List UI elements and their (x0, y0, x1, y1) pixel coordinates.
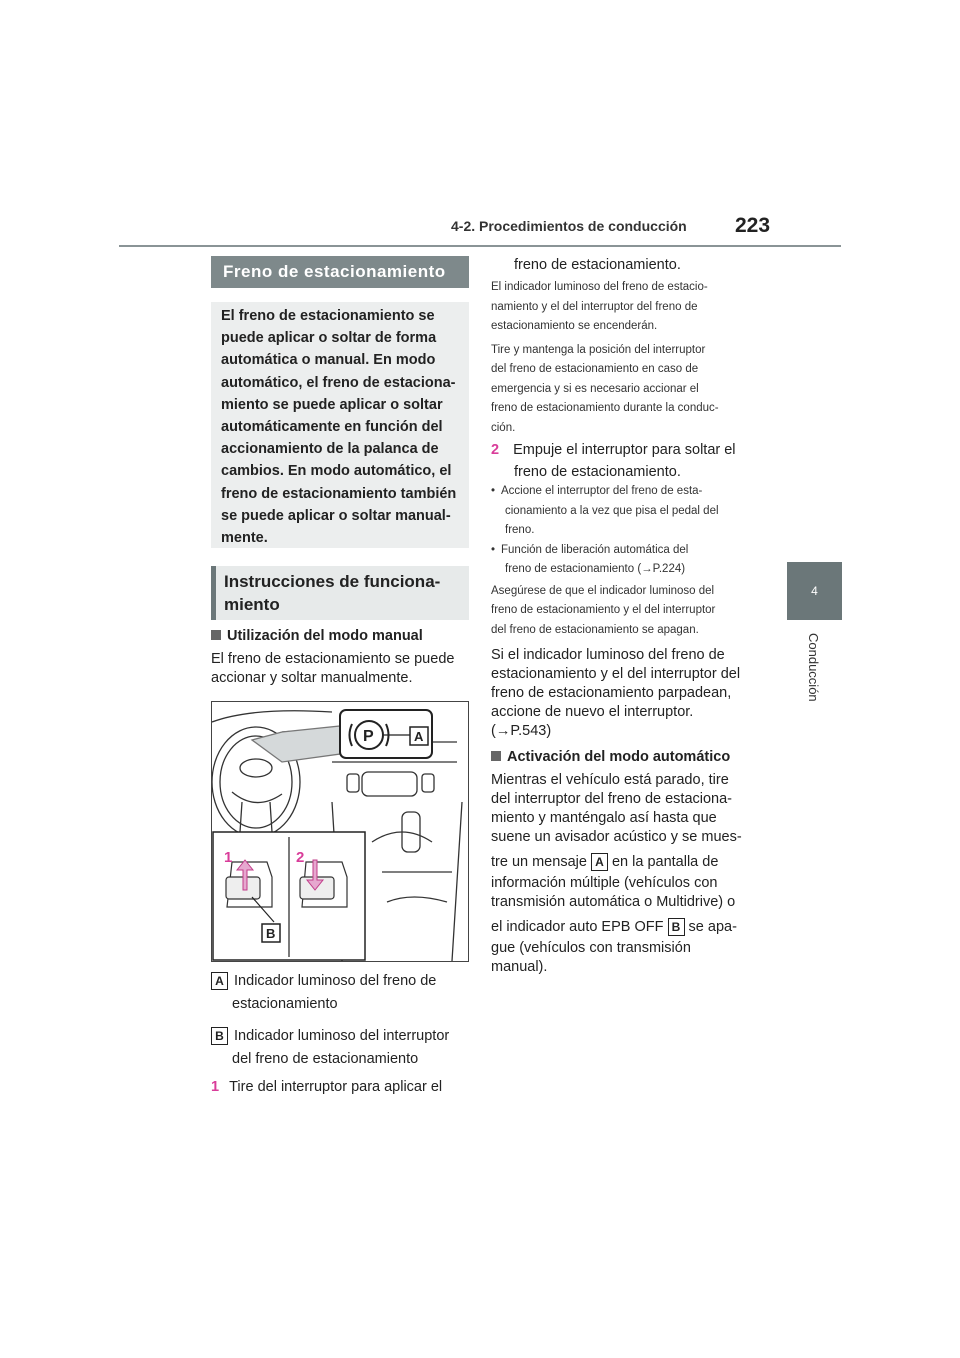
running-header-section: 4-2. Procedimientos de conducción (451, 218, 687, 234)
auto-line: información múltiple (vehículos con (491, 875, 718, 891)
section-title-instructions (211, 566, 469, 620)
flash-line: accione de nuevo el interruptor. (491, 704, 694, 720)
intro-line: automática o manual. En modo (221, 352, 436, 369)
step-1-continuation: freno de estacionamiento. (514, 257, 681, 273)
intro-line: puede aplicar o soltar de forma (221, 330, 437, 347)
auto-mode-heading-text: Activación del modo automático (507, 749, 731, 765)
note-line: Tire y mantenga la posición del interruptor (491, 343, 706, 356)
callout-b-label: B (266, 926, 276, 941)
manual-text-line: El freno de estacionamiento se puede (211, 651, 455, 667)
page-number: 223 (735, 214, 771, 237)
auto-line: del interruptor del freno de estaciona- (491, 791, 733, 807)
flash-line: estacionamiento y el del interruptor del (491, 666, 741, 682)
legend-a-text-line: estacionamiento (232, 996, 338, 1012)
header-rule (119, 245, 841, 247)
square-bullet-icon (211, 630, 221, 640)
note-line: freno de estacionamiento y el del interruptor (491, 604, 716, 616)
square-bullet-icon (491, 751, 501, 761)
auto-line-with-b (491, 918, 753, 937)
auto-line-text: el indicador auto EPB OFF (491, 919, 664, 935)
step-2-bullets: • Accione el interruptor del freno de esta- cionamiento a la vez que pisa el pedal del freno. • Función de liberación automática del freno de estacionamiento (→P.224) Asegúrese de que el indicador luminoso del freno de estacionamiento y el del interruptor del freno de estacionamiento se apagan. (491, 482, 753, 640)
note-line: freno de estacionamiento durante la conduc- (491, 402, 719, 414)
section-title-line: Instrucciones de funciona- (224, 572, 441, 591)
section-title-line: miento (224, 595, 280, 614)
step-2 (491, 439, 751, 483)
manual-mode-block (211, 627, 471, 688)
intro-line: miento se puede aplicar o soltar (221, 396, 443, 413)
auto-line-text: en la pantalla de (611, 854, 719, 870)
step-1-number: 1 (211, 1079, 220, 1095)
step-1-marker: 1 (224, 849, 233, 866)
intro-line: mente. (221, 530, 268, 547)
intro-line: cambios. En modo automático, el (221, 463, 452, 480)
bullet-line: cionamiento a la vez que pisa el pedal del (505, 504, 719, 517)
auto-line-text: se apa- (688, 919, 737, 935)
note-line: Asegúrese de que el indicador luminoso del (491, 584, 715, 597)
legend-b-text-line: Indicador luminoso del interruptor (234, 1028, 450, 1044)
auto-line: suene un avisador acústico y se mues- (491, 829, 742, 845)
manual-text-line: accionar y soltar manualmente. (211, 670, 413, 686)
auto-line: transmisión automática o Multidrive) o (491, 894, 736, 910)
auto-mode-heading (491, 748, 753, 767)
auto-line: manual). (491, 959, 548, 975)
chapter-number: 4 (811, 584, 818, 598)
legend-a-box: A (211, 972, 228, 990)
step-1-text-line: Tire del interruptor para aplicar el (229, 1079, 443, 1095)
flash-line: (→P.543) (491, 723, 552, 739)
note-line: ción. (491, 421, 516, 434)
step-2-number: 2 (491, 442, 500, 458)
step-1-line (211, 1078, 471, 1097)
dashboard-drawing (212, 702, 468, 961)
intro-box (211, 302, 469, 548)
auto-line-with-a (491, 853, 753, 872)
chapter-tab (787, 562, 842, 620)
bullet-line: Accione el interruptor del freno de esta- (501, 485, 703, 497)
bullet-line: freno. (505, 524, 535, 536)
section-title-parking-brake (211, 256, 469, 288)
parking-brake-illustration (211, 701, 469, 962)
note-line: del freno de estacionamiento en caso de (491, 363, 699, 375)
step-1-notes (491, 278, 751, 438)
legend-b (211, 1027, 471, 1069)
intro-line: El freno de estacionamiento se (221, 308, 435, 324)
section-title-text: Freno de estacionamiento (223, 262, 446, 281)
intro-line: accionamiento de la palanca de (221, 441, 439, 458)
auto-line: gue (vehículos con transmisión (491, 940, 691, 956)
auto-line: miento y manténgalo así hasta que (491, 810, 717, 826)
auto-line: Mientras el vehículo está parado, tire (491, 772, 729, 788)
step-2-text-line: Empuje el interruptor para soltar el (513, 442, 736, 458)
flash-line: Si el indicador luminoso del freno de (491, 647, 725, 663)
note-line: estacionamiento se encenderán. (491, 320, 658, 332)
auto-line-text: tre un mensaje (491, 854, 587, 870)
step-2-text-line: freno de estacionamiento. (514, 464, 681, 480)
intro-line: se puede aplicar o soltar manual- (221, 507, 451, 524)
legend-a-text-line: Indicador luminoso del freno de (234, 973, 437, 989)
legend-b-box: B (211, 1027, 228, 1045)
intro-line: automático, el freno de estaciona- (221, 374, 456, 391)
legend-b-text-line: del freno de estacionamiento (232, 1051, 419, 1067)
chapter-label: Conducción (806, 633, 821, 702)
step-2-marker: 2 (296, 849, 305, 866)
bullet-line: freno de estacionamiento (→P.224) (505, 563, 686, 575)
inline-label-a: A (591, 853, 608, 871)
note-line: del freno de estacionamiento se apagan. (491, 623, 699, 636)
note-line: emergencia y si es necesario accionar el (491, 382, 699, 395)
legend-a (211, 972, 471, 1014)
note-line: namiento y el del interruptor del freno de (491, 300, 698, 313)
intro-line: freno de estacionamiento también (221, 485, 457, 502)
park-symbol: P (363, 728, 374, 745)
bullet-line: Función de liberación automática del (501, 543, 689, 556)
flash-instructions (491, 646, 753, 741)
note-line: El indicador luminoso del freno de estacio- (491, 281, 708, 293)
callout-a-label: A (414, 729, 424, 744)
flash-line: freno de estacionamiento parpadean, (491, 685, 732, 701)
manual-mode-heading-text: Utilización del modo manual (227, 628, 423, 644)
manual-mode-heading (211, 627, 471, 646)
intro-line: automáticamente en función del (221, 419, 443, 436)
inline-label-b: B (668, 918, 685, 936)
auto-mode-block (491, 748, 753, 977)
